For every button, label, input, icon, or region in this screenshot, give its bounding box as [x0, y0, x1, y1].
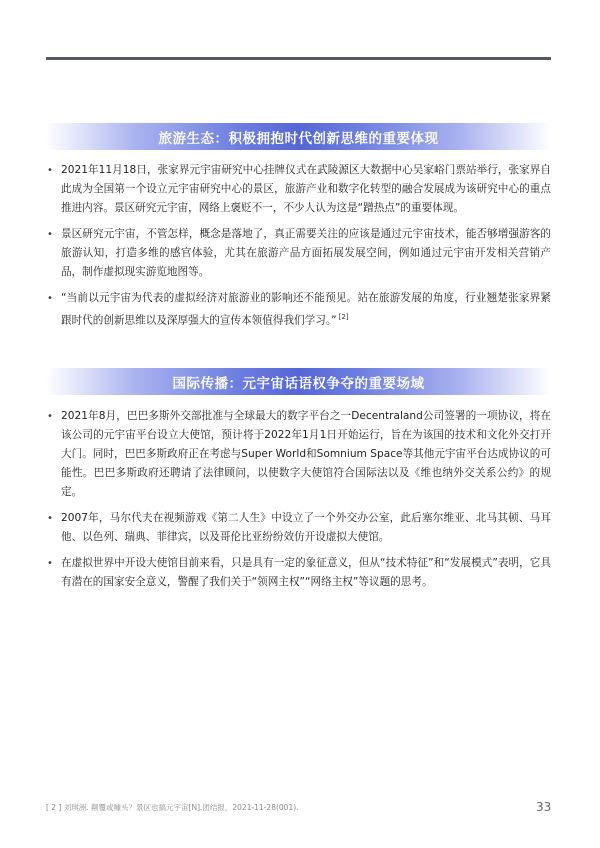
list-item: • 景区研究元宇宙，不管怎样，概念是落地了，真正需要关注的应该是通过元宇宙技术，能否够增强游客的旅游认知，打造多维的感官体验，尤其在旅游产品方面拓展发展空间，例如通过元宇宙开发相关营销产品，制作虚拟现实游览地图等。 — [46, 225, 551, 282]
section-international — [46, 368, 551, 592]
list-item: • “当前以元宇宙为代表的虚拟经济对旅游业的影响还不能预见。站在旅游发展的角度，行业翘楚张家界紧跟时代的创新思维以及深厚强大的宣传本领值得我们学习。” [2] — [46, 289, 551, 331]
list-item: • 在虚拟世界中开设大使馆目前来看，只是具有一定的象征意义，但从“技术特征”和“发展模式”表明，它具有潜在的国家安全意义，警醒了我们关于“领网主权”“网络主权”等议题的思考。 — [46, 554, 551, 592]
citation-marker[interactable]: [2] — [338, 313, 349, 321]
bullet-list — [46, 407, 551, 592]
list-item: • 2021年8月，巴巴多斯外交部批准与全球最大的数字平台之一Decentraland公司签署的一项协议，将在该公司的元宇宙平台设立大使馆，预计将于2022年1月1日开始运行，旨在为该国的技术和文化外交打开大门。同时，巴巴多斯政府正在考虑与Super World和Somnium Space等其他元宇宙平台达成协议的可能性。巴巴多斯政府还聘请了法律顾问，以使数字大使馆符合国际法以及《维也纳外交关系公约》的规定。 — [46, 407, 551, 502]
list-item: • 2007年，马尔代夫在视频游戏《第二人生》中设立了一个外交办公室，此后塞尔维亚、北马其顿、马耳他、以色列、瑞典、菲律宾，以及哥伦比亚纷纷效仿开设虚拟大使馆。 — [46, 509, 551, 547]
section-title: 旅游生态：积极拥抱时代创新思维的重要体现 — [158, 130, 439, 147]
section-banner — [46, 123, 551, 150]
section-title: 国际传播：元宇宙话语权争夺的重要场域 — [172, 375, 425, 392]
list-item: • 2021年11月18日，张家界元宇宙研究中心挂牌仪式在武陵源区大数据中心吴家峪门票站举行，张家界自此成为全国第一个设立元宇宙研究中心的景区，旅游产业和数字化转型的融合发展成为该研究中心的重点推进内容。景区研究元宇宙，网络上褒贬不一，不少人认为这是“蹭热点”的重要体现。 — [46, 161, 551, 218]
section-tourism — [46, 123, 551, 331]
header-rule — [46, 57, 551, 60]
section-banner — [46, 368, 551, 395]
bullet-list — [46, 161, 551, 331]
footnote: [ 2 ] 刘琪洲. 颠覆或噱头？景区也搞元宇宙[N].团结报，2021-11-28(001). — [46, 803, 299, 812]
page-number: 33 — [536, 800, 552, 814]
